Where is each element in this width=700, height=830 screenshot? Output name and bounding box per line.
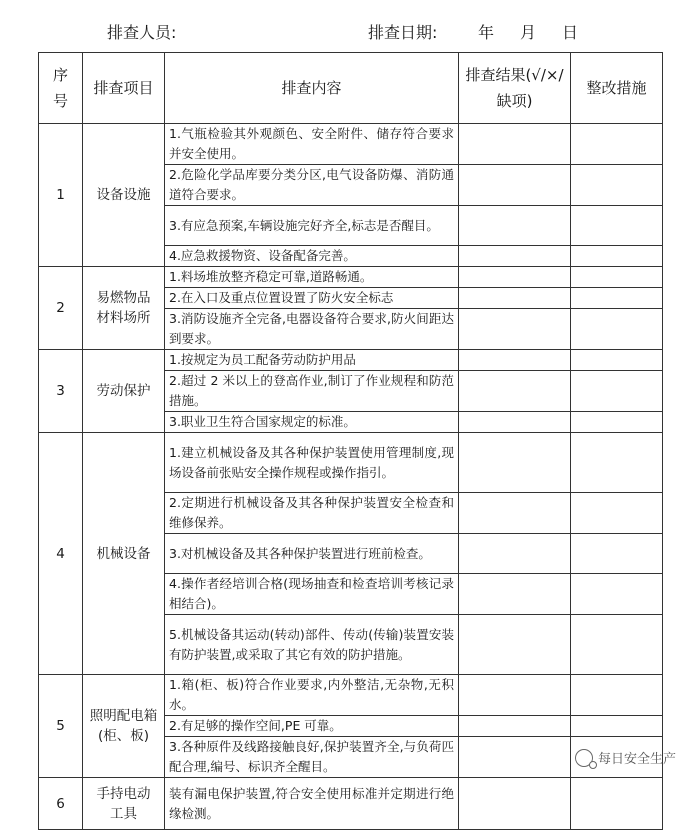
check-content: 1.建立机械设备及其各种保护装置使用管理制度,现场设备前张贴安全操作规程或操作指引。 bbox=[165, 433, 459, 493]
check-content: 1.料场堆放整齐稳定可靠,道路畅通。 bbox=[165, 267, 459, 288]
fix-cell[interactable] bbox=[571, 124, 663, 165]
fix-cell[interactable] bbox=[571, 675, 663, 716]
group-item: 易燃物品材料场所 bbox=[83, 267, 165, 350]
fix-cell[interactable] bbox=[571, 165, 663, 206]
col-header-result: 排查结果(√/×/缺项) bbox=[459, 53, 571, 124]
table-row bbox=[39, 675, 663, 716]
check-content: 4.应急救援物资、设备配备完善。 bbox=[165, 246, 459, 267]
fix-cell[interactable] bbox=[571, 246, 663, 267]
group-number: 3 bbox=[39, 350, 83, 433]
check-content: 1.按规定为员工配备劳动防护用品 bbox=[165, 350, 459, 371]
check-content: 3.消防设施齐全完备,电器设备符合要求,防火间距达到要求。 bbox=[165, 309, 459, 350]
watermark bbox=[575, 748, 676, 767]
watermark-text: 每日安全生产 bbox=[597, 752, 676, 767]
result-cell[interactable] bbox=[459, 778, 571, 830]
result-cell[interactable] bbox=[459, 371, 571, 412]
check-content: 2.在入口及重点位置设置了防火安全标志 bbox=[165, 288, 459, 309]
result-cell[interactable] bbox=[459, 675, 571, 716]
group-item: 手持电动工具 bbox=[83, 778, 165, 830]
group-number: 4 bbox=[39, 433, 83, 675]
result-cell[interactable] bbox=[459, 246, 571, 267]
fix-cell[interactable] bbox=[571, 206, 663, 246]
check-content: 4.操作者经培训合格(现场抽查和检查培训考核记录相结合)。 bbox=[165, 574, 459, 615]
result-cell[interactable] bbox=[459, 574, 571, 615]
fix-cell[interactable] bbox=[571, 716, 663, 737]
check-content: 2.定期进行机械设备及其各种保护装置安全检查和维修保养。 bbox=[165, 493, 459, 534]
table-row bbox=[39, 433, 663, 493]
fix-cell[interactable] bbox=[571, 267, 663, 288]
result-cell[interactable] bbox=[459, 124, 571, 165]
fix-cell[interactable] bbox=[571, 412, 663, 433]
table-row bbox=[39, 267, 663, 288]
wechat-icon bbox=[575, 749, 593, 767]
date-month: 月 bbox=[520, 23, 537, 42]
table-row bbox=[39, 124, 663, 165]
result-cell[interactable] bbox=[459, 433, 571, 493]
inspection-table bbox=[38, 52, 663, 830]
result-cell[interactable] bbox=[459, 309, 571, 350]
result-cell[interactable] bbox=[459, 412, 571, 433]
check-content: 2.危险化学品库要分类分区,电气设备防爆、消防通道符合要求。 bbox=[165, 165, 459, 206]
result-cell[interactable] bbox=[459, 493, 571, 534]
check-content: 2.超过 2 米以上的登高作业,制订了作业规程和防范措施。 bbox=[165, 371, 459, 412]
check-content: 装有漏电保护装置,符合安全使用标准并定期进行绝缘检测。 bbox=[165, 778, 459, 830]
group-number: 6 bbox=[39, 778, 83, 830]
fix-cell[interactable] bbox=[571, 288, 663, 309]
check-content: 3.各种原件及线路接触良好,保护装置齐全,与负荷匹配合理,编号、标识齐全醒目。 bbox=[165, 737, 459, 778]
fix-cell[interactable] bbox=[571, 778, 663, 830]
check-content: 3.职业卫生符合国家规定的标准。 bbox=[165, 412, 459, 433]
check-content: 3.对机械设备及其各种保护装置进行班前检查。 bbox=[165, 534, 459, 574]
group-item: 劳动保护 bbox=[83, 350, 165, 433]
group-number: 1 bbox=[39, 124, 83, 267]
date-label: 排查日期: bbox=[368, 23, 438, 42]
result-cell[interactable] bbox=[459, 206, 571, 246]
fix-cell[interactable] bbox=[571, 534, 663, 574]
fix-cell[interactable] bbox=[571, 371, 663, 412]
check-content: 5.机械设备其运动(转动)部件、传动(传输)装置安装有防护装置,或采取了其它有效的防护措施。 bbox=[165, 615, 459, 675]
check-content: 1.箱(柜、板)符合作业要求,内外整洁,无杂物,无积水。 bbox=[165, 675, 459, 716]
group-item: 照明配电箱(柜、板) bbox=[83, 675, 165, 778]
date-day: 日 bbox=[562, 23, 579, 42]
result-cell[interactable] bbox=[459, 267, 571, 288]
inspector-label: 排查人员: bbox=[107, 23, 177, 42]
table-header-row bbox=[39, 53, 663, 124]
group-item: 设备设施 bbox=[83, 124, 165, 267]
col-header-item: 排查项目 bbox=[83, 53, 165, 124]
form-header bbox=[0, 18, 700, 46]
group-number: 5 bbox=[39, 675, 83, 778]
check-content: 3.有应急预案,车辆设施完好齐全,标志是否醒目。 bbox=[165, 206, 459, 246]
result-cell[interactable] bbox=[459, 534, 571, 574]
col-header-fix: 整改措施 bbox=[571, 53, 663, 124]
fix-cell[interactable] bbox=[571, 615, 663, 675]
result-cell[interactable] bbox=[459, 716, 571, 737]
col-header-seq: 序号 bbox=[39, 53, 83, 124]
check-content: 2.有足够的操作空间,PE 可靠。 bbox=[165, 716, 459, 737]
date-year: 年 bbox=[478, 23, 495, 42]
result-cell[interactable] bbox=[459, 737, 571, 778]
result-cell[interactable] bbox=[459, 350, 571, 371]
group-number: 2 bbox=[39, 267, 83, 350]
table-row bbox=[39, 350, 663, 371]
fix-cell[interactable] bbox=[571, 433, 663, 493]
table-row bbox=[39, 778, 663, 830]
fix-cell[interactable] bbox=[571, 493, 663, 534]
fix-cell[interactable] bbox=[571, 309, 663, 350]
fix-cell[interactable] bbox=[571, 350, 663, 371]
fix-cell[interactable] bbox=[571, 574, 663, 615]
group-item: 机械设备 bbox=[83, 433, 165, 675]
col-header-content: 排查内容 bbox=[165, 53, 459, 124]
result-cell[interactable] bbox=[459, 615, 571, 675]
check-content: 1.气瓶检验其外观颜色、安全附件、储存符合要求并安全使用。 bbox=[165, 124, 459, 165]
result-cell[interactable] bbox=[459, 288, 571, 309]
result-cell[interactable] bbox=[459, 165, 571, 206]
